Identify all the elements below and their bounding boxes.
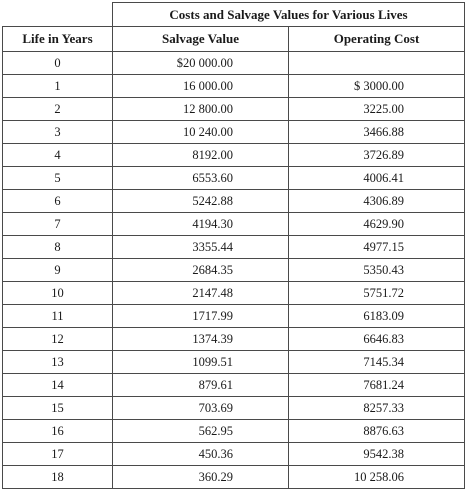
salvage-value-cell: 4194.30	[113, 213, 289, 236]
salvage-value-cell: 10 240.00	[113, 121, 289, 144]
life-cell: 5	[3, 167, 113, 190]
operating-cost-cell: 3225.00	[289, 98, 465, 121]
table-row	[3, 259, 465, 282]
header-operating-cost: Operating Cost	[289, 27, 465, 52]
life-cell: 6	[3, 190, 113, 213]
salvage-value-cell: 12 800.00	[113, 98, 289, 121]
table-row	[3, 305, 465, 328]
life-cell: 8	[3, 236, 113, 259]
salvage-value-cell: 879.61	[113, 374, 289, 397]
salvage-value-cell: 703.69	[113, 397, 289, 420]
life-cell: 10	[3, 282, 113, 305]
operating-cost-cell: $ 3000.00	[289, 75, 465, 98]
operating-cost-cell	[289, 52, 465, 75]
operating-cost-cell: 7145.34	[289, 351, 465, 374]
life-cell: 15	[3, 397, 113, 420]
table-row	[3, 213, 465, 236]
cost-salvage-table	[2, 2, 465, 489]
operating-cost-cell: 3726.89	[289, 144, 465, 167]
salvage-value-cell: 2684.35	[113, 259, 289, 282]
salvage-value-cell: 5242.88	[113, 190, 289, 213]
table-row	[3, 144, 465, 167]
table-row	[3, 52, 465, 75]
table-row	[3, 466, 465, 489]
table-row	[3, 443, 465, 466]
table-row	[3, 75, 465, 98]
operating-cost-cell: 9542.38	[289, 443, 465, 466]
operating-cost-cell: 4006.41	[289, 167, 465, 190]
table-caption-row	[3, 3, 465, 27]
table-row	[3, 282, 465, 305]
life-cell: 13	[3, 351, 113, 374]
table-title: Costs and Salvage Values for Various Lives	[113, 3, 465, 27]
life-cell: 16	[3, 420, 113, 443]
header-life-in-years: Life in Years	[3, 27, 113, 52]
life-cell: 14	[3, 374, 113, 397]
salvage-value-cell: 6553.60	[113, 167, 289, 190]
table-row	[3, 167, 465, 190]
table-row	[3, 420, 465, 443]
salvage-value-cell: 8192.00	[113, 144, 289, 167]
table-body	[3, 52, 465, 489]
salvage-value-cell: 16 000.00	[113, 75, 289, 98]
table-row	[3, 121, 465, 144]
table-row	[3, 374, 465, 397]
life-cell: 4	[3, 144, 113, 167]
life-cell: 12	[3, 328, 113, 351]
life-cell: 18	[3, 466, 113, 489]
operating-cost-cell: 4306.89	[289, 190, 465, 213]
life-cell: 3	[3, 121, 113, 144]
cost-salvage-table-container	[2, 2, 464, 489]
life-cell: 9	[3, 259, 113, 282]
table-row	[3, 236, 465, 259]
table-row	[3, 351, 465, 374]
operating-cost-cell: 3466.88	[289, 121, 465, 144]
operating-cost-cell: 7681.24	[289, 374, 465, 397]
table-row	[3, 328, 465, 351]
table-row	[3, 190, 465, 213]
table-header-row	[3, 27, 465, 52]
operating-cost-cell: 4977.15	[289, 236, 465, 259]
header-salvage-value: Salvage Value	[113, 27, 289, 52]
salvage-value-cell: 2147.48	[113, 282, 289, 305]
operating-cost-cell: 5751.72	[289, 282, 465, 305]
salvage-value-cell: 1099.51	[113, 351, 289, 374]
salvage-value-cell: 360.29	[113, 466, 289, 489]
salvage-value-cell: 1717.99	[113, 305, 289, 328]
life-cell: 0	[3, 52, 113, 75]
operating-cost-cell: 10 258.06	[289, 466, 465, 489]
salvage-value-cell: $20 000.00	[113, 52, 289, 75]
caption-spacer	[3, 3, 113, 27]
life-cell: 17	[3, 443, 113, 466]
life-cell: 1	[3, 75, 113, 98]
life-cell: 11	[3, 305, 113, 328]
salvage-value-cell: 562.95	[113, 420, 289, 443]
operating-cost-cell: 8876.63	[289, 420, 465, 443]
operating-cost-cell: 8257.33	[289, 397, 465, 420]
life-cell: 2	[3, 98, 113, 121]
table-row	[3, 98, 465, 121]
life-cell: 7	[3, 213, 113, 236]
salvage-value-cell: 3355.44	[113, 236, 289, 259]
salvage-value-cell: 1374.39	[113, 328, 289, 351]
operating-cost-cell: 6183.09	[289, 305, 465, 328]
operating-cost-cell: 5350.43	[289, 259, 465, 282]
table-row	[3, 397, 465, 420]
operating-cost-cell: 4629.90	[289, 213, 465, 236]
salvage-value-cell: 450.36	[113, 443, 289, 466]
operating-cost-cell: 6646.83	[289, 328, 465, 351]
